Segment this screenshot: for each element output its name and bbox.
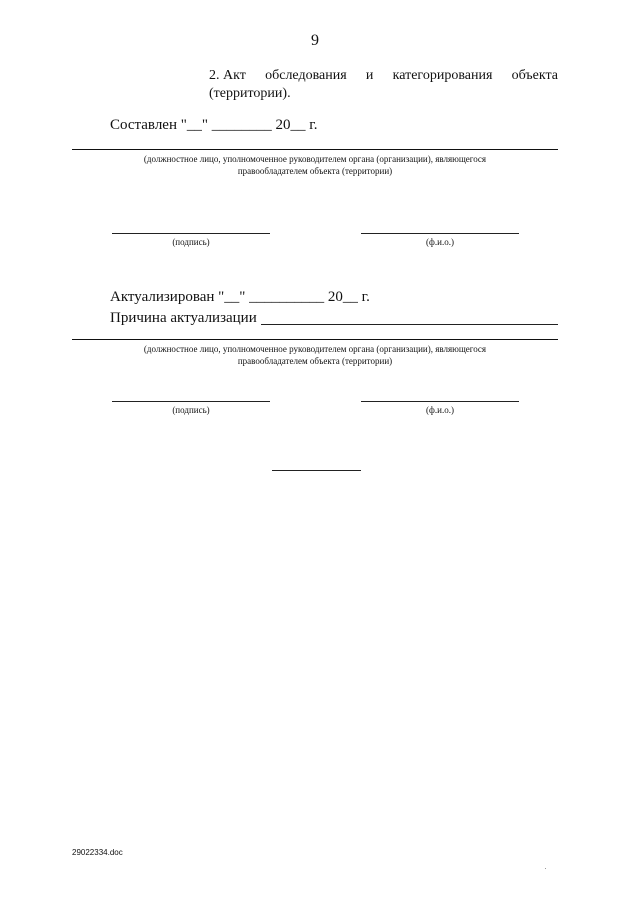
name-caption: (ф.и.о.) <box>426 237 454 247</box>
document-code: 29022334.doc <box>72 848 123 857</box>
updated-date-line: Актуализирован "__" __________ 20__ г. <box>110 289 370 305</box>
signature-line <box>112 233 270 234</box>
heading-line-1 <box>209 67 558 85</box>
heading-word: 2. Акт <box>209 68 246 83</box>
official-caption-line1: (должностное лицо, уполномоченное руководителем органа (организации), являющегося <box>143 154 487 164</box>
official-name-line-2 <box>72 339 558 340</box>
update-reason-line <box>261 324 558 325</box>
heading-word: объекта <box>511 68 558 83</box>
scan-speck <box>545 868 546 869</box>
name-caption-2: (ф.и.о.) <box>426 405 454 415</box>
page-number: 9 <box>311 32 319 49</box>
signature-line-2 <box>112 401 270 402</box>
signature-caption-2: (подпись) <box>172 405 210 415</box>
name-line-2 <box>361 401 519 402</box>
heading-word: обследования <box>265 68 347 83</box>
heading-word: и <box>365 68 374 83</box>
section-heading <box>209 67 558 103</box>
update-reason-label: Причина актуализации <box>110 310 257 326</box>
name-line <box>361 233 519 234</box>
official-caption-2-line1: (должностное лицо, уполномоченное руководителем органа (организации), являющегося <box>143 344 487 354</box>
official-caption-2-line2: правообладателем объекта (территории) <box>237 356 393 366</box>
heading-word: категорирования <box>392 68 493 83</box>
end-separator <box>272 470 361 471</box>
signature-caption: (подпись) <box>172 237 210 247</box>
official-caption-line2: правообладателем объекта (территории) <box>237 166 393 176</box>
official-name-line <box>72 149 558 150</box>
heading-line-2: (территории). <box>209 86 291 101</box>
composed-date-line: Составлен "__" ________ 20__ г. <box>110 117 318 133</box>
